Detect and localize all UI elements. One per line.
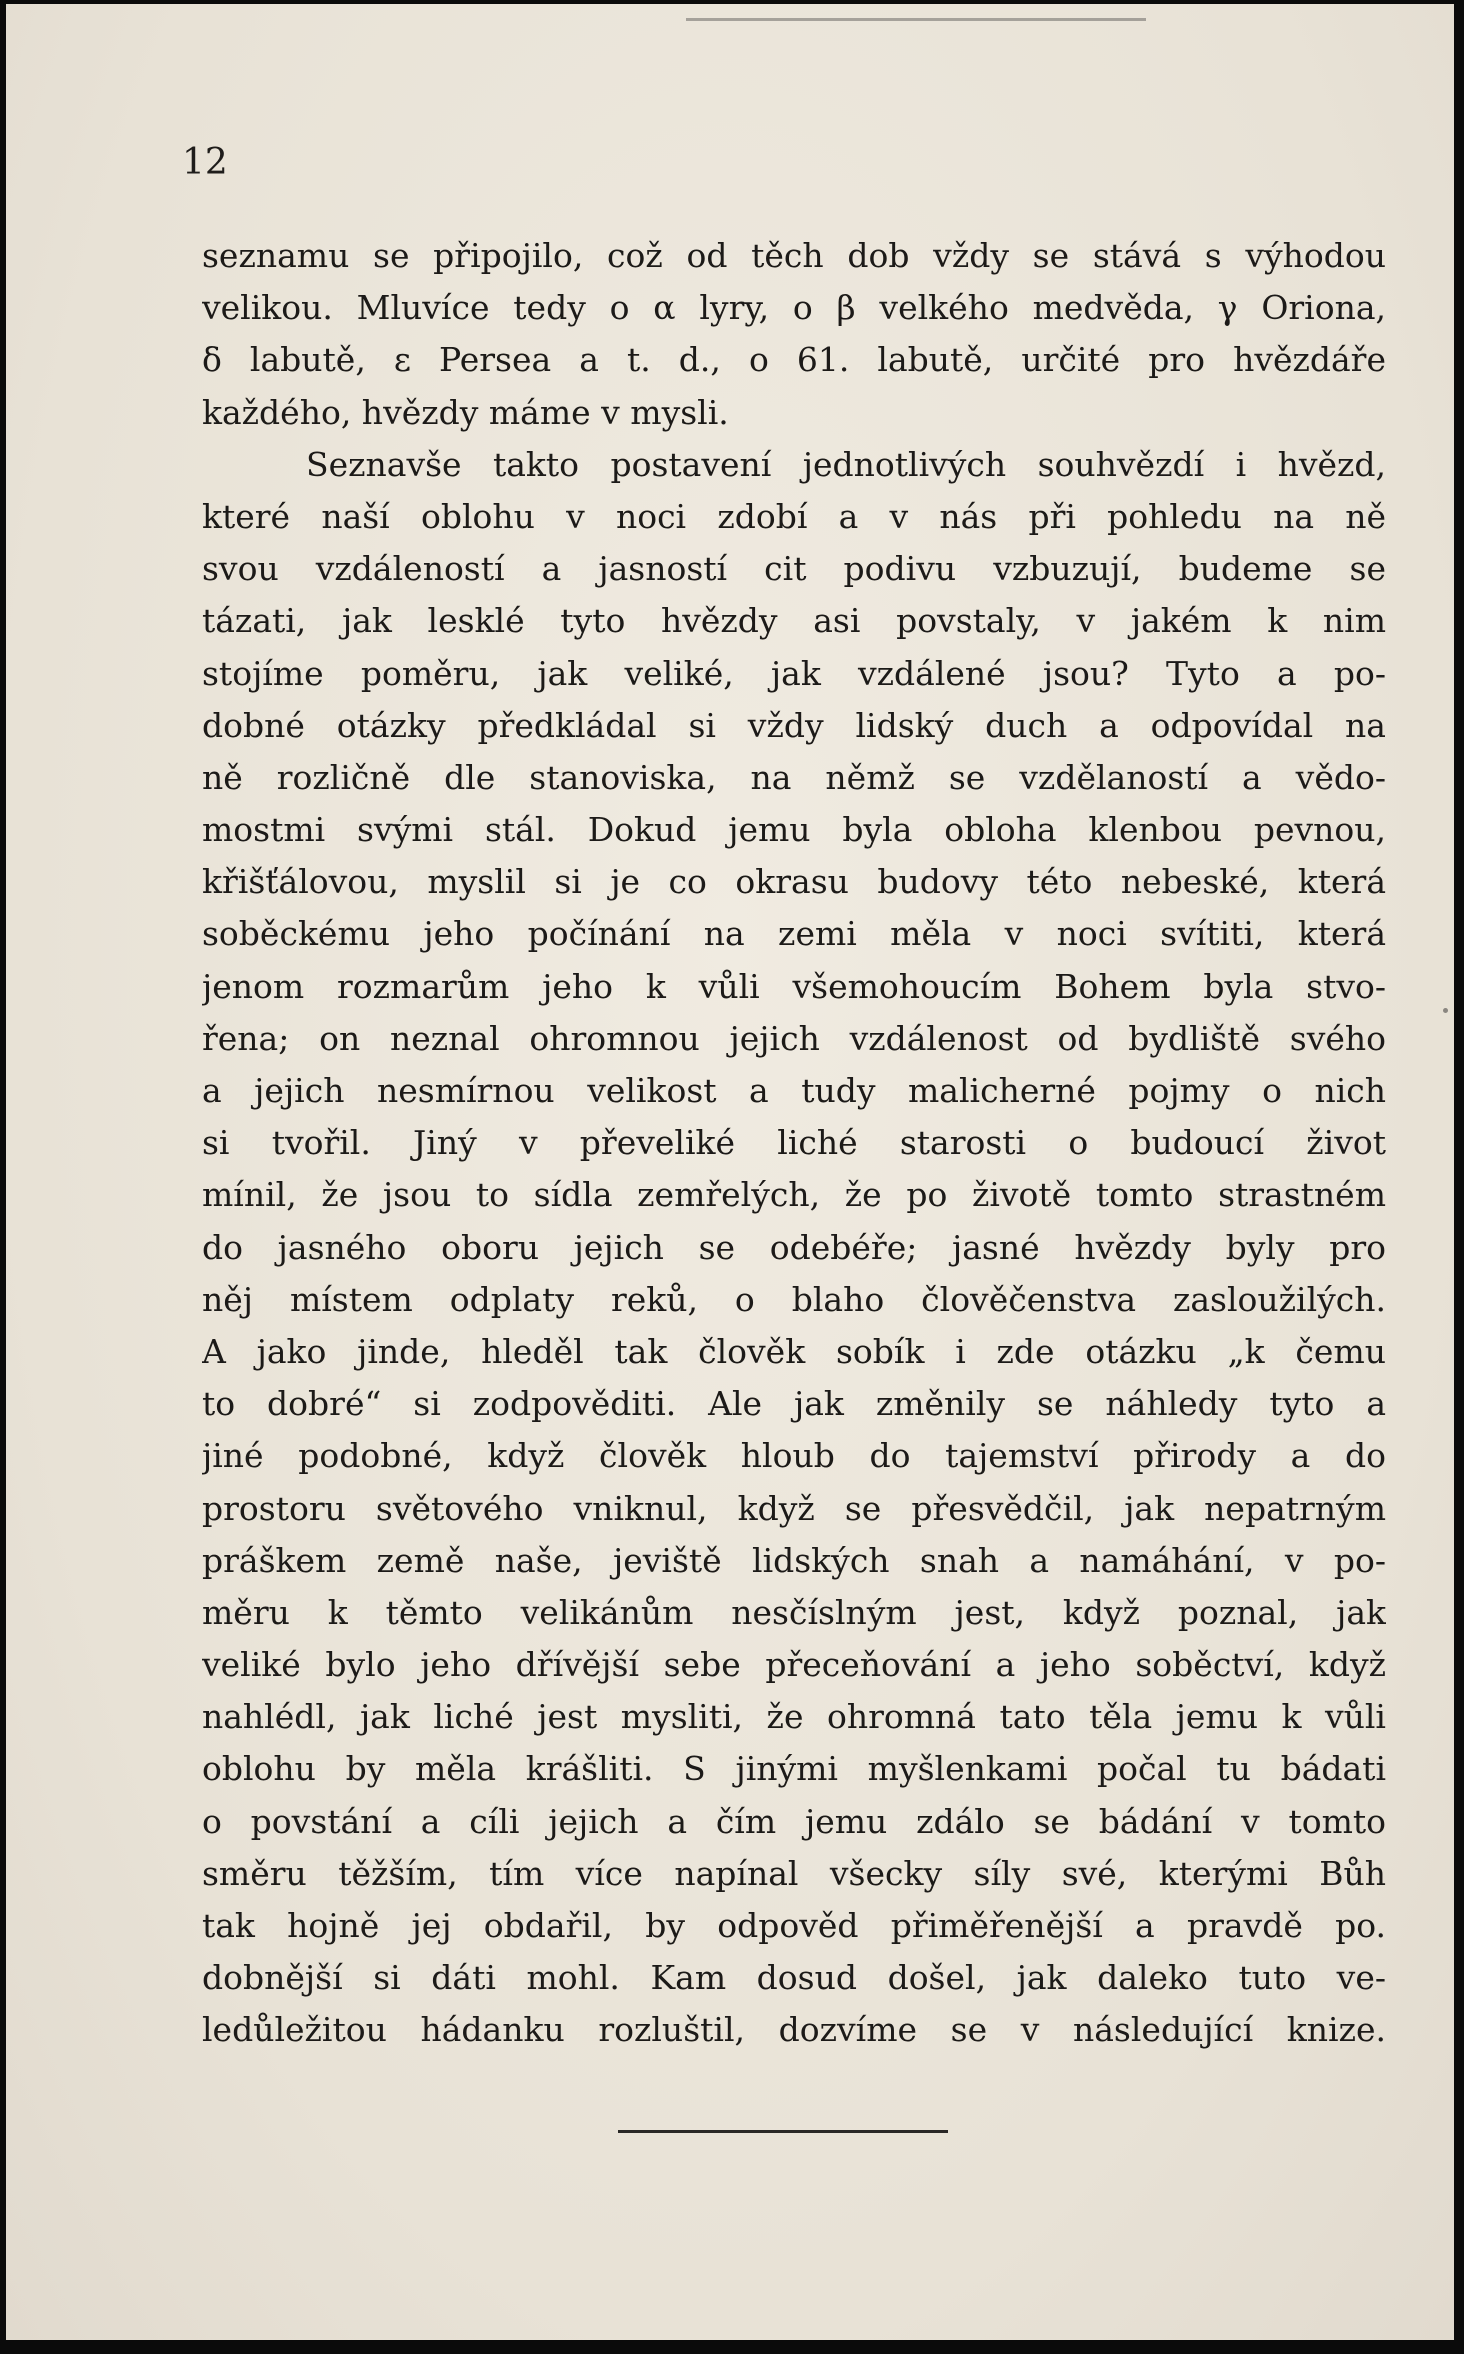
text-line: křišťálovou, myslil si je co okrasu budovy této nebeské, která	[202, 862, 1386, 902]
margin-dot	[1443, 1008, 1448, 1013]
text-line: a jejich nesmírnou velikost a tudy malicherné pojmy o nich	[202, 1071, 1386, 1110]
text-line: které naší oblohu v noci zdobí a v nás při pohledu na ně	[202, 496, 1386, 536]
text-line: každého, hvězdy máme v mysli.	[202, 392, 729, 432]
text-line: svou vzdáleností a jasností cit podivu vzbuzují, budeme se	[202, 549, 1386, 589]
top-edge-rule	[686, 18, 1146, 21]
text-line: ledůležitou hádanku rozluštil, dozvíme se v následující knize.	[202, 2010, 1386, 2050]
text-line: dobné otázky předkládal si vždy lidský duch a odpovídal na	[202, 705, 1386, 745]
text-line: jiné podobné, když člověk hloub do tajemství přirody a do	[202, 1436, 1386, 1476]
paragraph-2	[202, 439, 1386, 2057]
text-line: prostoru světového vniknul, když se přesvědčil, jak nepatrným	[202, 1488, 1386, 1528]
text-line: řena; on neznal ohromnou jejich vzdálenost od bydliště svého	[202, 1018, 1386, 1058]
text-line: práškem země naše, jeviště lidských snah a namáhání, v po-	[202, 1540, 1386, 1580]
text-line: něj místem odplaty reků, o blaho člověčenstva zasloužilých.	[202, 1279, 1386, 1319]
text-line: Seznavše takto postavení jednotlivých souhvězdí i hvězd,	[306, 444, 1386, 484]
text-line: oblohu by měla krášliti. S jinými myšlenkami počal tu bádati	[202, 1749, 1386, 1789]
text-line: do jasného oboru jejich se odebéře; jasné hvězdy byly pro	[202, 1227, 1386, 1267]
text-line: soběckému jeho počínání na zemi měla v noci svítiti, která	[202, 914, 1386, 954]
body-text	[202, 230, 1386, 2057]
text-line: stojíme poměru, jak veliké, jak vzdálené jsou? Tyto a po-	[202, 653, 1386, 693]
text-line: nahlédl, jak liché jest mysliti, že ohromná tato těla jemu k vůli	[202, 1697, 1386, 1737]
text-line: měru k těmto velikánům nesčíslným jest, když poznal, jak	[202, 1592, 1386, 1632]
paragraph-1	[202, 230, 1386, 439]
text-line: o povstání a cíli jejich a čím jemu zdálo se bádání v tomto	[202, 1801, 1386, 1841]
text-line: tak hojně jej obdařil, by odpověd přiměřenější a pravdě po.	[202, 1906, 1386, 1945]
text-line: dobnější si dáti mohl. Kam dosud došel, jak daleko tuto ve-	[202, 1958, 1386, 1998]
closing-rule	[618, 2130, 948, 2133]
text-line: si tvořil. Jiný v převeliké liché starosti o budoucí život	[202, 1123, 1386, 1163]
text-line: velikou. Mluvíce tedy o α lyry, o β velkého medvěda, γ Oriona,	[202, 288, 1386, 328]
text-line: mostmi svými stál. Dokud jemu byla obloha klenbou pevnou,	[202, 810, 1386, 850]
text-line: seznamu se připojilo, což od těch dob vždy se stává s výhodou	[202, 236, 1386, 275]
text-line: to dobré“ si zodpověditi. Ale jak změnily se náhledy tyto a	[202, 1384, 1386, 1424]
text-line: A jako jinde, hleděl tak člověk sobík i zde otázku „k čemu	[202, 1331, 1386, 1371]
text-line: veliké bylo jeho dřívější sebe přeceňování a jeho soběctví, když	[202, 1645, 1386, 1685]
text-line: ně rozličně dle stanoviska, na němž se vzdělaností a vědo-	[202, 757, 1386, 797]
text-line: jenom rozmarům jeho k vůli všemohoucím Bohem byla stvo-	[202, 966, 1386, 1006]
text-line: tázati, jak lesklé tyto hvězdy asi povstaly, v jakém k nim	[202, 601, 1386, 641]
book-page	[6, 4, 1454, 2340]
text-line: směru těžším, tím více napínal všecky síly své, kterými Bůh	[202, 1853, 1386, 1893]
text-line: δ labutě, ε Persea a t. d., o 61. labutě, určité pro hvězdáře	[202, 340, 1386, 380]
page-number: 12	[182, 142, 228, 183]
text-line: mínil, že jsou to sídla zemřelých, že po životě tomto strastném	[202, 1175, 1386, 1215]
